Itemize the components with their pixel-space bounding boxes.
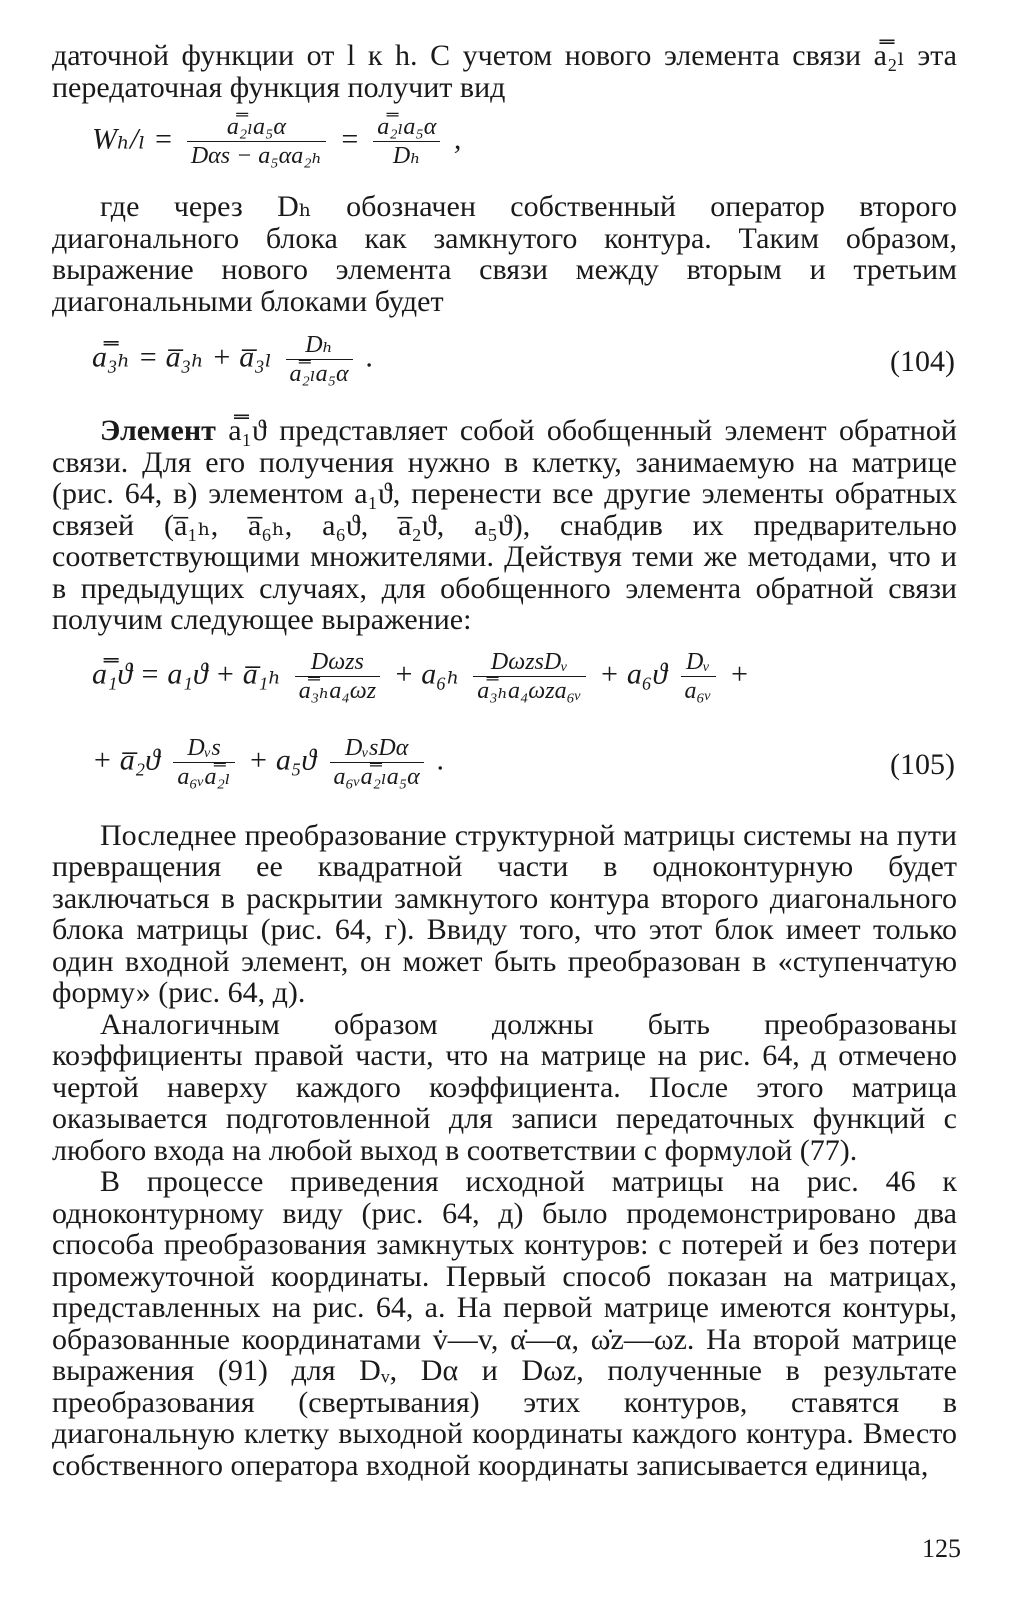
equation-number-104: (104) [890, 345, 955, 378]
paragraph-2: где через Dₕ обозначен собственный оператор второго диагонального блока как замкнутого контура. Таким образом, выражение нового элемента связи между вторым и третьим диагональными блоками будет [52, 190, 957, 318]
eq-105a-tail: + [729, 656, 750, 690]
eq-105a-fraction-3 [681, 648, 716, 705]
eq-105b-f2-denominator: a₆ᵥa̿₂ₗa₅α [333, 763, 420, 790]
eq-w-lhs: Wₕ/ₗ = [92, 122, 174, 156]
eq-105a-mid-2: + a₆ϑ [599, 656, 668, 690]
paragraph-3-lead: Элемент [100, 414, 216, 447]
eq-105a-mid-1: + a₆ₕ [393, 656, 460, 690]
eq-105a-fraction-2 [473, 648, 585, 705]
eq-105b-f1-denominator: a₆ᵥa̿₂ₗ [177, 763, 231, 790]
eq-w-f2-numerator: a̿₂ₗa₅α [373, 113, 440, 142]
eq-105a-f1-denominator: a̿₃ₕa₄ωz [298, 677, 377, 704]
eq-105a-f3-denominator: a₆ᵥ [684, 677, 712, 704]
eq-w-f1-numerator: a̿₂ₗa₅α [187, 113, 326, 142]
eq-105b-fraction-2 [330, 734, 424, 791]
paragraph-1: даточной функции от l к h. С учетом нового элемента связи a̿₂ₗ эта передаточная функция получит вид [52, 39, 957, 104]
eq-105a-lhs: a̿₁ϑ = a₁ϑ + a̅₁ₕ [92, 656, 282, 690]
eq-w-fraction-2 [373, 113, 440, 170]
eq-105a-f2-numerator: DωzsDᵥ [473, 648, 585, 677]
eq-w-equals: = [339, 122, 360, 156]
equation-number-105: (105) [890, 747, 955, 781]
page-number: 125 [922, 1534, 961, 1563]
eq-105a-f3-numerator: Dᵥ [681, 648, 716, 677]
equation-transfer-function [52, 103, 957, 191]
equation-104 [52, 317, 957, 415]
eq-105b-f1-numerator: Dᵥs [173, 734, 234, 763]
paragraph-4: Последнее преобразование структурной матрицы системы на пути превращения ее квадратной части в одноконтурную будет заключаться в раскрытии замкнутого контура второго диагонального блока матрицы (рис. 64, г). Ввиду того, что этот блок имеет только один входной элемент, он может быть преобразован в «ступенчатую форму» (рис. 64, д). [52, 818, 957, 1009]
eq-104-lhs: a̿₃ₕ = a̅₃ₕ + a̅₃ₗ [92, 340, 273, 374]
eq-104-tail: . [366, 340, 374, 374]
eq-104-denominator: a̿₂ₗa₅α [289, 361, 349, 387]
eq-w-tail: , [453, 122, 462, 156]
paragraph-3 [52, 415, 957, 636]
eq-105a-fraction-1 [295, 648, 380, 705]
paragraph-3-text: a̿₁ϑ представляет собой обобщенный элемент обратной связи. Для его получения нужно в клетку, занимаемую на матрице (рис. 64, в) элементом a₁ϑ, перенести все другие элементы обратных связей (a̅₁ₕ, a̅₆ₕ, a₆ϑ, a̅₂ϑ, a₅ϑ), снабдив их предварительно соответствующими множителями. Действуя теми же методами, что и в предыдущих случаях, для обобщенного элемента обратной связи получим следующее выражение: [52, 414, 957, 636]
eq-105b-f2-numerator: DᵥsDα [330, 734, 424, 763]
eq-105a-f1-numerator: Dωzs [295, 648, 380, 677]
eq-105a-f2-denominator: a̿₃ₕa₄ωza₆ᵥ [477, 677, 582, 704]
eq-w-fraction-1 [187, 113, 326, 170]
page-body [52, 40, 957, 1481]
eq-105b-lhs: + a̅₂ϑ [92, 742, 160, 776]
equation-105-line-2 [52, 728, 957, 820]
eq-105b-tail: . [437, 742, 445, 776]
eq-105b-fraction-1 [173, 734, 234, 791]
eq-105b-mid: + a₅ϑ [248, 742, 317, 776]
eq-w-f2-denominator: Dₕ [392, 143, 421, 169]
eq-w-f1-denominator: Dαs − a₅αa₂ₕ [190, 143, 322, 169]
paragraph-5: Аналогичным образом должны быть преобразованы коэффициенты правой части, что на матрице на рис. 64, д отмечено чертой наверху каждого коэффициента. После этого матрица оказывается подготовленной для записи передаточных функций с любого входа на любой выход в соответствии с формулой (77). [52, 1007, 957, 1167]
eq-104-fraction [286, 331, 353, 388]
paragraph-6: В процессе приведения исходной матрицы на рис. 46 к одноконтурному виду (рис. 64, д) было продемонстрировано два способа преобразования замкнутых контуров: с потерей и без потери промежуточной координаты. Первый способ показан на матрицах, представленных на рис. 64, а. На первой матрице имеются контуры, образованные координатами v̇—v, α̇—α, ω̇z—ωz. На второй матрице выражения (91) для Dᵥ, Dα и Dωz, полученные в результате преобразования (свертывания) этих контуров, ставятся в диагональную клетку выходной координаты каждого контура. Вместо собственного оператора входной координаты записывается единица, [52, 1165, 957, 1482]
eq-104-numerator: Dₕ [286, 331, 353, 360]
equation-105-line-1 [52, 636, 957, 728]
